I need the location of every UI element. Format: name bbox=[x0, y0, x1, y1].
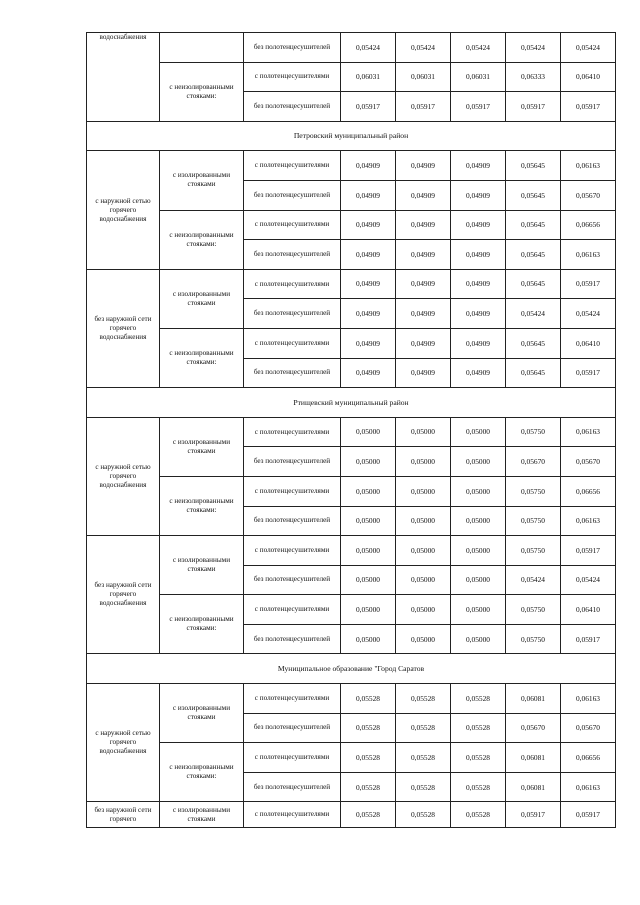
value-cell: 0,05645 bbox=[506, 328, 561, 358]
value-cell: 0,04909 bbox=[341, 240, 396, 270]
dryer-label: с полотенцесушителями bbox=[244, 684, 341, 714]
value-cell: 0,05528 bbox=[396, 713, 451, 743]
value-cell: 0,05750 bbox=[506, 595, 561, 625]
value-cell: 0,05000 bbox=[396, 595, 451, 625]
section-title: Муниципальное образование "Город Саратов bbox=[87, 654, 616, 684]
category-label: без наружной сети горячего водоснабжения bbox=[87, 269, 160, 387]
value-cell: 0,05917 bbox=[341, 92, 396, 122]
dryer-label: без полотенцесушителей bbox=[244, 92, 341, 122]
value-cell: 0,05424 bbox=[561, 299, 616, 329]
value-cell: 0,06031 bbox=[341, 62, 396, 92]
value-cell: 0,05000 bbox=[451, 595, 506, 625]
value-cell: 0,05645 bbox=[506, 240, 561, 270]
value-cell: 0,06410 bbox=[561, 595, 616, 625]
dryer-label: с полотенцесушителями bbox=[244, 151, 341, 181]
table-row bbox=[87, 417, 616, 447]
value-cell: 0,05000 bbox=[396, 506, 451, 536]
riser-label bbox=[160, 33, 244, 63]
value-cell: 0,05917 bbox=[561, 802, 616, 828]
value-cell: 0,05000 bbox=[451, 624, 506, 654]
value-cell: 0,04909 bbox=[451, 328, 506, 358]
value-cell: 0,05645 bbox=[506, 151, 561, 181]
dryer-label: без полотенцесушителей bbox=[244, 447, 341, 477]
value-cell: 0,05424 bbox=[506, 33, 561, 63]
value-cell: 0,05000 bbox=[451, 447, 506, 477]
value-cell: 0,05645 bbox=[506, 269, 561, 299]
value-cell: 0,05670 bbox=[561, 180, 616, 210]
value-cell: 0,05424 bbox=[561, 565, 616, 595]
value-cell: 0,04909 bbox=[396, 240, 451, 270]
value-cell: 0,05528 bbox=[396, 684, 451, 714]
riser-label: с неизолированными стояками: bbox=[160, 62, 244, 121]
value-cell: 0,05917 bbox=[561, 536, 616, 566]
value-cell: 0,06163 bbox=[561, 417, 616, 447]
riser-label: с неизолированными стояками: bbox=[160, 328, 244, 387]
value-cell: 0,05528 bbox=[396, 772, 451, 802]
value-cell: 0,05000 bbox=[396, 565, 451, 595]
category-label: без наружной сети горячего bbox=[87, 802, 160, 828]
category-label: водоснабжения bbox=[87, 33, 160, 122]
dryer-label: с полотенцесушителями bbox=[244, 417, 341, 447]
value-cell: 0,05917 bbox=[561, 269, 616, 299]
value-cell: 0,05000 bbox=[396, 476, 451, 506]
dryer-label: без полотенцесушителей bbox=[244, 772, 341, 802]
section-header-row bbox=[87, 121, 616, 151]
value-cell: 0,06163 bbox=[561, 151, 616, 181]
category-label: с наружной сетью горячего водоснабжения bbox=[87, 417, 160, 535]
dryer-label: без полотенцесушителей bbox=[244, 33, 341, 63]
value-cell: 0,05000 bbox=[341, 506, 396, 536]
value-cell: 0,05424 bbox=[451, 33, 506, 63]
table-row bbox=[87, 536, 616, 566]
dryer-label: с полотенцесушителями bbox=[244, 210, 341, 240]
table-row bbox=[87, 151, 616, 181]
riser-label: с неизолированными стояками: bbox=[160, 743, 244, 802]
value-cell: 0,05528 bbox=[341, 772, 396, 802]
value-cell: 0,06163 bbox=[561, 684, 616, 714]
value-cell: 0,05528 bbox=[396, 802, 451, 828]
value-cell: 0,05917 bbox=[451, 92, 506, 122]
value-cell: 0,04909 bbox=[341, 151, 396, 181]
value-cell: 0,05424 bbox=[506, 299, 561, 329]
value-cell: 0,04909 bbox=[451, 269, 506, 299]
value-cell: 0,05917 bbox=[561, 92, 616, 122]
value-cell: 0,05528 bbox=[341, 802, 396, 828]
value-cell: 0,04909 bbox=[396, 299, 451, 329]
table-row bbox=[87, 595, 616, 625]
value-cell: 0,05528 bbox=[341, 684, 396, 714]
value-cell: 0,05645 bbox=[506, 210, 561, 240]
value-cell: 0,05000 bbox=[341, 565, 396, 595]
riser-label: с изолированными стояками bbox=[160, 269, 244, 328]
value-cell: 0,04909 bbox=[396, 180, 451, 210]
riser-label: с изолированными стояками bbox=[160, 417, 244, 476]
value-cell: 0,05528 bbox=[341, 713, 396, 743]
value-cell: 0,05000 bbox=[341, 536, 396, 566]
value-cell: 0,05750 bbox=[506, 476, 561, 506]
value-cell: 0,05917 bbox=[561, 358, 616, 388]
value-cell: 0,05750 bbox=[506, 417, 561, 447]
value-cell: 0,05424 bbox=[561, 33, 616, 63]
riser-label: с изолированными стояками bbox=[160, 151, 244, 210]
value-cell: 0,05917 bbox=[561, 624, 616, 654]
value-cell: 0,04909 bbox=[396, 328, 451, 358]
dryer-label: с полотенцесушителями bbox=[244, 328, 341, 358]
value-cell: 0,05000 bbox=[451, 417, 506, 447]
value-cell: 0,06656 bbox=[561, 210, 616, 240]
value-cell: 0,04909 bbox=[341, 210, 396, 240]
value-cell: 0,04909 bbox=[396, 210, 451, 240]
value-cell: 0,05528 bbox=[451, 743, 506, 773]
value-cell: 0,05670 bbox=[506, 447, 561, 477]
dryer-label: без полотенцесушителей bbox=[244, 624, 341, 654]
value-cell: 0,06031 bbox=[451, 62, 506, 92]
value-cell: 0,05750 bbox=[506, 624, 561, 654]
dryer-label: без полотенцесушителей bbox=[244, 240, 341, 270]
table-row bbox=[87, 62, 616, 92]
section-header-row bbox=[87, 388, 616, 418]
section-header-row bbox=[87, 654, 616, 684]
value-cell: 0,05670 bbox=[506, 713, 561, 743]
dryer-label: с полотенцесушителями bbox=[244, 743, 341, 773]
table-row bbox=[87, 476, 616, 506]
value-cell: 0,06163 bbox=[561, 506, 616, 536]
table-body bbox=[87, 33, 616, 828]
value-cell: 0,05000 bbox=[451, 506, 506, 536]
value-cell: 0,06656 bbox=[561, 743, 616, 773]
dryer-label: без полотенцесушителей bbox=[244, 358, 341, 388]
dryer-label: без полотенцесушителей bbox=[244, 713, 341, 743]
dryer-label: с полотенцесушителями bbox=[244, 802, 341, 828]
dryer-label: с полотенцесушителями bbox=[244, 536, 341, 566]
value-cell: 0,05645 bbox=[506, 180, 561, 210]
value-cell: 0,05528 bbox=[396, 743, 451, 773]
category-label: с наружной сетью горячего водоснабжения bbox=[87, 684, 160, 802]
dryer-label: без полотенцесушителей bbox=[244, 180, 341, 210]
value-cell: 0,04909 bbox=[396, 269, 451, 299]
table-row bbox=[87, 328, 616, 358]
value-cell: 0,06410 bbox=[561, 328, 616, 358]
value-cell: 0,04909 bbox=[341, 328, 396, 358]
table-row bbox=[87, 210, 616, 240]
section-title: Ртищевский муниципальный район bbox=[87, 388, 616, 418]
value-cell: 0,05000 bbox=[341, 447, 396, 477]
dryer-label: с полотенцесушителями bbox=[244, 269, 341, 299]
value-cell: 0,04909 bbox=[341, 358, 396, 388]
riser-label: с изолированными стояками bbox=[160, 536, 244, 595]
value-cell: 0,04909 bbox=[341, 180, 396, 210]
dryer-label: с полотенцесушителями bbox=[244, 595, 341, 625]
value-cell: 0,05528 bbox=[451, 772, 506, 802]
value-cell: 0,05528 bbox=[451, 802, 506, 828]
value-cell: 0,05917 bbox=[396, 92, 451, 122]
dryer-label: с полотенцесушителями bbox=[244, 62, 341, 92]
category-label: с наружной сетью горячего водоснабжения bbox=[87, 151, 160, 269]
section-title: Петровский муниципальный район bbox=[87, 121, 616, 151]
value-cell: 0,06410 bbox=[561, 62, 616, 92]
value-cell: 0,04909 bbox=[451, 299, 506, 329]
value-cell: 0,06081 bbox=[506, 684, 561, 714]
dryer-label: без полотенцесушителей bbox=[244, 299, 341, 329]
value-cell: 0,04909 bbox=[341, 269, 396, 299]
table-row bbox=[87, 33, 616, 63]
table-row bbox=[87, 684, 616, 714]
value-cell: 0,05424 bbox=[341, 33, 396, 63]
value-cell: 0,04909 bbox=[451, 240, 506, 270]
value-cell: 0,06081 bbox=[506, 743, 561, 773]
value-cell: 0,05000 bbox=[396, 447, 451, 477]
value-cell: 0,05645 bbox=[506, 358, 561, 388]
value-cell: 0,06031 bbox=[396, 62, 451, 92]
value-cell: 0,05528 bbox=[451, 713, 506, 743]
value-cell: 0,04909 bbox=[451, 210, 506, 240]
value-cell: 0,06163 bbox=[561, 772, 616, 802]
riser-label: с неизолированными стояками: bbox=[160, 595, 244, 654]
value-cell: 0,05917 bbox=[506, 802, 561, 828]
dryer-label: без полотенцесушителей bbox=[244, 565, 341, 595]
value-cell: 0,05000 bbox=[341, 417, 396, 447]
riser-label: с изолированными стояками bbox=[160, 684, 244, 743]
value-cell: 0,05000 bbox=[451, 476, 506, 506]
value-cell: 0,05424 bbox=[396, 33, 451, 63]
value-cell: 0,06333 bbox=[506, 62, 561, 92]
category-label: без наружной сети горячего водоснабжения bbox=[87, 536, 160, 654]
table-row bbox=[87, 269, 616, 299]
value-cell: 0,05000 bbox=[396, 624, 451, 654]
dryer-label: без полотенцесушителей bbox=[244, 506, 341, 536]
riser-label: с изолированными стояками bbox=[160, 802, 244, 828]
value-cell: 0,06081 bbox=[506, 772, 561, 802]
value-cell: 0,05917 bbox=[506, 92, 561, 122]
value-cell: 0,05528 bbox=[341, 743, 396, 773]
value-cell: 0,05000 bbox=[341, 595, 396, 625]
value-cell: 0,04909 bbox=[451, 151, 506, 181]
tariff-table bbox=[86, 32, 616, 828]
value-cell: 0,05000 bbox=[451, 565, 506, 595]
dryer-label: с полотенцесушителями bbox=[244, 476, 341, 506]
table-row bbox=[87, 743, 616, 773]
value-cell: 0,05000 bbox=[341, 476, 396, 506]
value-cell: 0,05750 bbox=[506, 506, 561, 536]
value-cell: 0,06163 bbox=[561, 240, 616, 270]
value-cell: 0,04909 bbox=[396, 151, 451, 181]
value-cell: 0,05424 bbox=[506, 565, 561, 595]
value-cell: 0,05750 bbox=[506, 536, 561, 566]
table-row bbox=[87, 802, 616, 828]
value-cell: 0,05000 bbox=[341, 624, 396, 654]
value-cell: 0,04909 bbox=[396, 358, 451, 388]
value-cell: 0,04909 bbox=[451, 358, 506, 388]
riser-label: с неизолированными стояками: bbox=[160, 210, 244, 269]
value-cell: 0,04909 bbox=[341, 299, 396, 329]
value-cell: 0,05000 bbox=[396, 536, 451, 566]
value-cell: 0,06656 bbox=[561, 476, 616, 506]
riser-label: с неизолированными стояками: bbox=[160, 476, 244, 535]
value-cell: 0,04909 bbox=[451, 180, 506, 210]
value-cell: 0,05670 bbox=[561, 713, 616, 743]
value-cell: 0,05528 bbox=[451, 684, 506, 714]
value-cell: 0,05000 bbox=[396, 417, 451, 447]
value-cell: 0,05670 bbox=[561, 447, 616, 477]
value-cell: 0,05000 bbox=[451, 536, 506, 566]
